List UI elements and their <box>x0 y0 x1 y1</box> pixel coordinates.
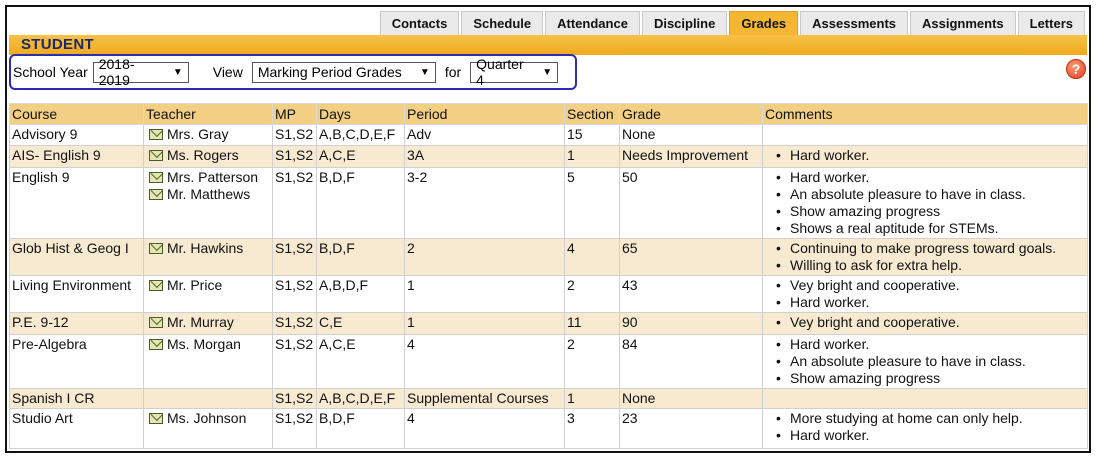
course-cell: Living Environment <box>10 276 144 313</box>
table-row <box>10 276 1088 313</box>
teacher-name: Mr. Murray <box>167 314 234 330</box>
section-cell: 11 <box>565 313 620 335</box>
section-cell: 2 <box>565 335 620 389</box>
section-cell: 3 <box>565 409 620 449</box>
grade-cell: 65 <box>620 239 763 276</box>
tab-bar <box>380 11 1085 35</box>
period-select[interactable] <box>470 56 558 88</box>
teacher-name: Ms. Rogers <box>167 147 239 163</box>
column-header-days: Days <box>317 104 405 125</box>
table-row <box>10 409 1088 449</box>
tab-letters[interactable]: Letters <box>1018 11 1085 35</box>
column-header-grade: Grade <box>620 104 763 125</box>
column-header-section: Section <box>565 104 620 125</box>
course-cell: Studio Art <box>10 409 144 449</box>
course-cell: English 9 <box>10 168 144 239</box>
comment-list <box>765 277 1085 311</box>
mail-icon[interactable] <box>149 189 163 200</box>
column-header-course: Course <box>10 104 144 125</box>
days-cell: A,B,C,D,E,F <box>317 125 405 146</box>
mail-icon[interactable] <box>149 243 163 254</box>
tab-discipline[interactable]: Discipline <box>642 11 727 35</box>
table-header-row <box>10 104 1088 125</box>
tab-contacts[interactable]: Contacts <box>380 11 460 35</box>
grade-filter-bar <box>9 54 577 90</box>
tab-assessments[interactable]: Assessments <box>800 11 908 35</box>
school-year-label: School Year <box>13 64 88 80</box>
teacher-cell <box>144 389 273 409</box>
period-cell: 1 <box>405 276 565 313</box>
comments-cell <box>763 389 1088 409</box>
teacher-link[interactable] <box>146 277 270 294</box>
mp-cell: S1,S2 <box>273 409 317 449</box>
table-row <box>10 146 1088 168</box>
teacher-name: Mr. Matthews <box>167 186 251 202</box>
column-header-comments: Comments <box>763 104 1088 125</box>
comment-item: • Show amazing progress <box>790 203 1085 220</box>
comment-item: • Shows a real aptitude for STEMs. <box>790 220 1085 237</box>
grade-cell: Needs Improvement <box>620 146 763 168</box>
column-header-mp: MP <box>273 104 317 125</box>
comment-item: • Vey bright and cooperative. <box>790 277 1085 294</box>
comment-item: • Show amazing progress <box>790 370 1085 387</box>
period-cell: 4 <box>405 335 565 389</box>
table-row <box>10 335 1088 389</box>
grade-cell: None <box>620 389 763 409</box>
teacher-link[interactable] <box>146 186 270 203</box>
period-cell: 2 <box>405 239 565 276</box>
days-cell: A,B,D,F <box>317 276 405 313</box>
chevron-down-icon: ▼ <box>542 66 553 78</box>
comments-cell <box>763 409 1088 449</box>
days-cell: A,B,C,D,E,F <box>317 389 405 409</box>
table-row <box>10 168 1088 239</box>
comment-item: • An absolute pleasure to have in class. <box>790 186 1085 203</box>
teacher-link[interactable] <box>146 126 270 143</box>
teacher-name: Mrs. Patterson <box>167 169 259 185</box>
comment-list <box>765 410 1085 444</box>
section-cell: 1 <box>565 146 620 168</box>
mp-cell: S1,S2 <box>273 389 317 409</box>
table-row <box>10 125 1088 146</box>
teacher-link[interactable] <box>146 147 270 164</box>
grade-cell: None <box>620 125 763 146</box>
teacher-cell <box>144 239 273 276</box>
comment-item: • Continuing to make progress toward goals. <box>790 240 1085 257</box>
teacher-cell <box>144 409 273 449</box>
section-cell: 2 <box>565 276 620 313</box>
comments-cell <box>763 146 1088 168</box>
days-cell: A,C,E <box>317 335 405 389</box>
days-cell: A,C,E <box>317 146 405 168</box>
teacher-link[interactable] <box>146 240 270 257</box>
mail-icon[interactable] <box>149 280 163 291</box>
grade-cell: 23 <box>620 409 763 449</box>
teacher-cell <box>144 276 273 313</box>
teacher-link[interactable] <box>146 314 270 331</box>
comments-cell <box>763 335 1088 389</box>
days-cell: B,D,F <box>317 239 405 276</box>
section-cell: 5 <box>565 168 620 239</box>
school-year-value: 2018-2019 <box>98 56 135 88</box>
view-select[interactable] <box>252 62 436 83</box>
course-cell: P.E. 9-12 <box>10 313 144 335</box>
section-cell: 4 <box>565 239 620 276</box>
comments-cell <box>763 276 1088 313</box>
comment-list <box>765 169 1085 237</box>
chevron-down-icon: ▼ <box>419 66 430 78</box>
period-cell: Adv <box>405 125 565 146</box>
mp-cell: S1,S2 <box>273 239 317 276</box>
period-cell: 3A <box>405 146 565 168</box>
course-cell: AIS- English 9 <box>10 146 144 168</box>
view-label: View <box>212 64 243 80</box>
chevron-down-icon: ▼ <box>172 66 183 78</box>
mail-icon[interactable] <box>149 413 163 424</box>
grade-cell: 50 <box>620 168 763 239</box>
mp-cell: S1,S2 <box>273 168 317 239</box>
teacher-name: Mrs. Gray <box>167 126 229 142</box>
comment-list <box>765 336 1085 387</box>
course-cell: Spanish I CR <box>10 389 144 409</box>
mp-cell: S1,S2 <box>273 146 317 168</box>
comment-item: • An absolute pleasure to have in class. <box>790 353 1085 370</box>
section-cell: 1 <box>565 389 620 409</box>
comment-item: • More studying at home can only help. <box>790 410 1085 427</box>
comment-list <box>765 240 1085 274</box>
mail-icon[interactable] <box>149 150 163 161</box>
teacher-name: Mr. Hawkins <box>167 240 244 256</box>
comment-list <box>765 314 1085 331</box>
table-row <box>10 239 1088 276</box>
comments-cell <box>763 125 1088 146</box>
comment-item: • Hard worker. <box>790 336 1085 353</box>
comment-item: • Hard worker. <box>790 169 1085 186</box>
grades-table <box>9 103 1088 449</box>
grade-cell: 84 <box>620 335 763 389</box>
period-cell: 4 <box>405 409 565 449</box>
mp-cell: S1,S2 <box>273 276 317 313</box>
mail-icon[interactable] <box>149 339 163 350</box>
tab-schedule[interactable]: Schedule <box>461 11 543 35</box>
section-cell: 15 <box>565 125 620 146</box>
comment-item: • Hard worker. <box>790 427 1085 444</box>
mail-icon[interactable] <box>149 317 163 328</box>
days-cell: C,E <box>317 313 405 335</box>
grade-cell: 43 <box>620 276 763 313</box>
table-row <box>10 389 1088 409</box>
teacher-cell <box>144 335 273 389</box>
comments-cell <box>763 239 1088 276</box>
teacher-cell <box>144 125 273 146</box>
teacher-link[interactable] <box>146 410 270 427</box>
teacher-link[interactable] <box>146 169 270 186</box>
table-row <box>10 313 1088 335</box>
school-year-select[interactable] <box>93 56 189 88</box>
teacher-cell <box>144 313 273 335</box>
period-cell: Supplemental Courses <box>405 389 565 409</box>
days-cell: B,D,F <box>317 409 405 449</box>
mail-icon[interactable] <box>149 172 163 183</box>
course-cell: Glob Hist & Geog I <box>10 239 144 276</box>
course-cell: Pre-Algebra <box>10 335 144 389</box>
period-value: Quarter 4 <box>476 56 524 88</box>
mail-icon[interactable] <box>149 129 163 140</box>
tab-attendance[interactable]: Attendance <box>545 11 640 35</box>
grades-table-wrap <box>9 103 1087 449</box>
column-header-teacher: Teacher <box>144 104 273 125</box>
mp-cell: S1,S2 <box>273 335 317 389</box>
period-cell: 1 <box>405 313 565 335</box>
grade-cell: 90 <box>620 313 763 335</box>
period-cell: 3-2 <box>405 168 565 239</box>
section-title: STUDENT <box>9 35 1087 55</box>
teacher-cell <box>144 146 273 168</box>
comment-list <box>765 147 1085 164</box>
comment-item: • Willing to ask for extra help. <box>790 257 1085 274</box>
mp-cell: S1,S2 <box>273 125 317 146</box>
teacher-link[interactable] <box>146 336 270 353</box>
grades-panel <box>5 5 1091 453</box>
teacher-name: Mr. Price <box>167 277 223 293</box>
tab-grades[interactable]: Grades <box>729 11 798 35</box>
comment-item: • Vey bright and cooperative. <box>790 314 1085 331</box>
course-cell: Advisory 9 <box>10 125 144 146</box>
comment-item: • Hard worker. <box>790 294 1085 311</box>
mp-cell: S1,S2 <box>273 313 317 335</box>
teacher-cell <box>144 168 273 239</box>
for-label: for <box>444 64 462 80</box>
teacher-name: Ms. Morgan <box>167 336 241 352</box>
days-cell: B,D,F <box>317 168 405 239</box>
teacher-name: Ms. Johnson <box>167 410 247 426</box>
comments-cell <box>763 313 1088 335</box>
help-icon[interactable]: ? <box>1066 59 1086 79</box>
comments-cell <box>763 168 1088 239</box>
comment-item: • Hard worker. <box>790 147 1085 164</box>
column-header-period: Period <box>405 104 565 125</box>
tab-assignments[interactable]: Assignments <box>910 11 1016 35</box>
view-value: Marking Period Grades <box>257 64 402 80</box>
